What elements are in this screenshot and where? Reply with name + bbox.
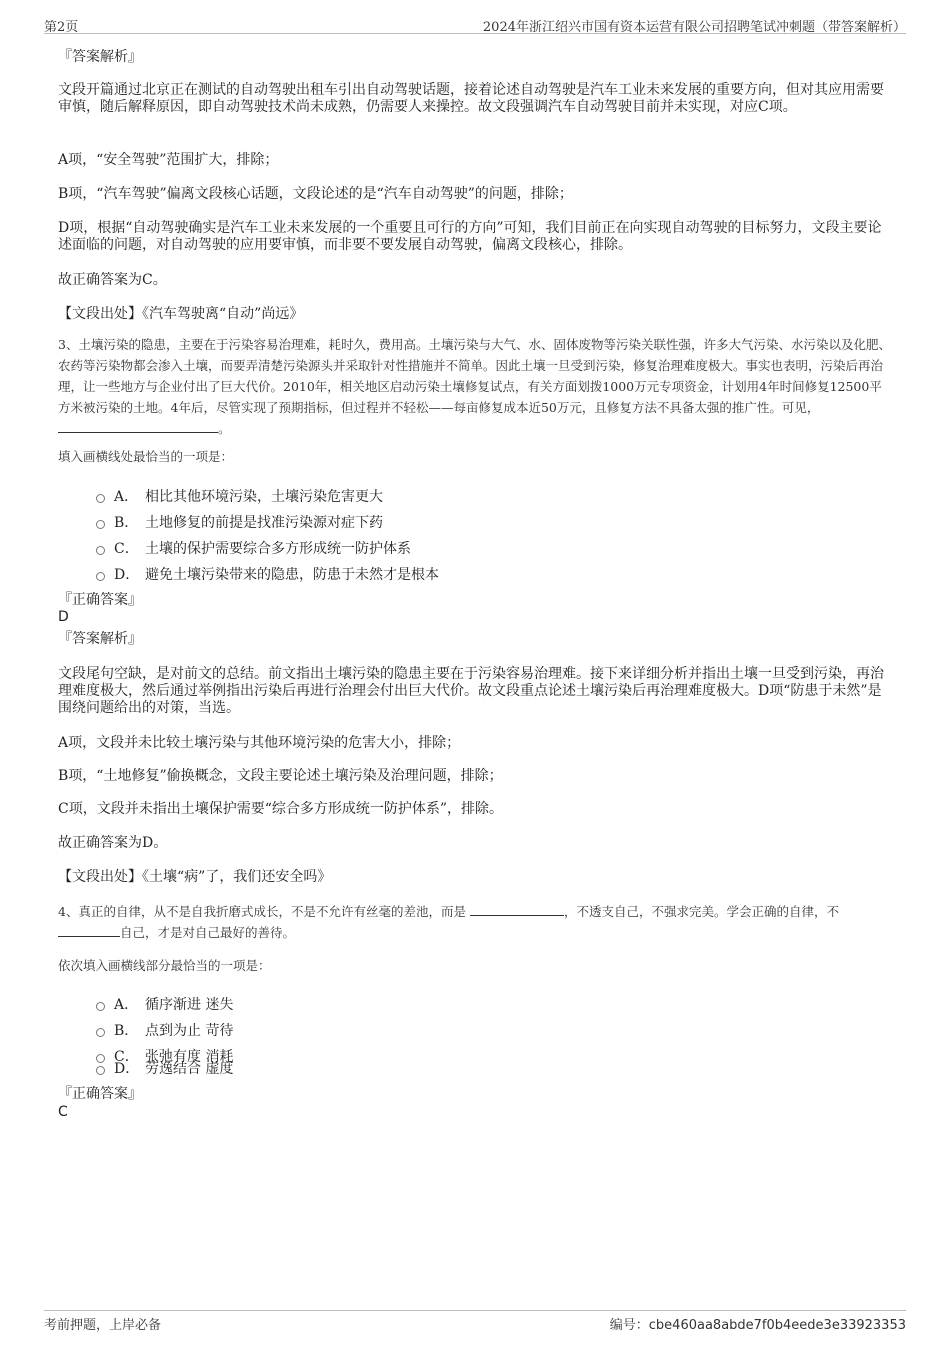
q3-source: 【文段出处】《土壤“病”了，我们还安全吗》 [58, 869, 332, 885]
q3-analysis-heading: 『答案解析』 [58, 631, 142, 647]
radio-icon[interactable] [96, 494, 105, 503]
option-text: 张弛有度 消耗 [145, 1049, 234, 1065]
option-letter: A． [114, 997, 139, 1013]
footer-slogan: 考前押题，上岸必备 [44, 1318, 162, 1333]
q3-analysis-option-b: B项，“土地修复”偷换概念，文段主要论述土壤污染及治理问题，排除； [58, 768, 503, 784]
q4-correct-heading: 『正确答案』 [58, 1086, 142, 1102]
q3-stem-end: 。 [218, 421, 231, 436]
radio-icon[interactable] [96, 520, 105, 529]
q3-option-a[interactable] [96, 486, 383, 506]
q3-analysis-paragraph: 文段尾句空缺，是对前文的总结。前文指出土壤污染的隐患主要在于污染容易治理难。接下来详细分析并指出土壤一旦受到污染，再治理难度极大，然后通过举例指出污染后再进行治理会付出巨大代价。故文段重点论述土壤污染后再治理难度极大。D项“防患于未然”是围绕问题给出的对策，当选。 [58, 666, 884, 716]
radio-icon[interactable] [96, 1066, 105, 1075]
q4-option-a[interactable] [96, 994, 233, 1014]
radio-icon[interactable] [96, 1028, 105, 1037]
q2-analysis-option-a: A项，“安全驾驶”范围扩大，排除； [58, 152, 279, 168]
page-number: 第2页 [44, 20, 79, 35]
q2-source: 【文段出处】《汽车驾驶离“自动”尚远》 [58, 306, 304, 322]
q3-answer-blank [58, 420, 218, 433]
option-text: 劳逸结合 虚度 [145, 1061, 234, 1077]
radio-icon[interactable] [96, 546, 105, 555]
option-text: 循序渐进 迷失 [145, 997, 234, 1013]
footer-code-label: 编号： [609, 1318, 649, 1333]
q3-option-b[interactable] [96, 512, 383, 532]
option-letter: A． [114, 489, 139, 505]
q3-analysis-option-a: A项，文段并未比较土壤污染与其他环境污染的危害大小，排除； [58, 735, 461, 751]
q4-option-d[interactable] [96, 1058, 233, 1078]
option-text: 土地修复的前提是找准污染源对症下药 [145, 515, 383, 531]
q4-prompt: 依次填入画横线部分最恰当的一项是： [58, 958, 271, 973]
document-title: 2024年浙江绍兴市国有资本运营有限公司招聘笔试冲刺题（带答案解析） [482, 20, 906, 35]
q4-stem-part2: ，不透支自己，不强求完美。学会正确的自律，不 [563, 904, 839, 919]
option-text: 避免土壤污染带来的隐患，防患于未然才是根本 [145, 567, 439, 583]
q3-option-d[interactable] [96, 564, 439, 584]
option-letter: C． [114, 541, 139, 557]
q4-stem [58, 901, 894, 943]
q3-analysis-option-c: C项，文段并未指出土壤保护需要“综合多方形成统一防护体系”，排除。 [58, 801, 504, 817]
q4-blank-1 [470, 903, 564, 916]
q3-stem-text: 3、土壤污染的隐患，主要在于污染容易治理难，耗时久，费用高。土壤污染与大气、水、固体废物等污染关联性强，许多大气污染、水污染以及化肥、农药等污染物都会渗入土壤，而要弄清楚污染源头并采取针对性措施并不简单。因此土壤一旦受到污染，修复治理难度极大。事实也表明，污染后再治理，让一些地方与企业付出了巨大代价。2010年，相关地区启动污染土壤修复试点，有关方面划拨1000万元专项资金，计划用4年时间修复12500平方米被污染的土地。4年后，尽管实现了预期指标，但过程并不轻松——每亩修复成本近50万元，且修复方法不具备太强的推广性。可见， [58, 337, 891, 415]
option-letter: C． [114, 1049, 139, 1065]
q4-stem-part1: 4、真正的自律，从不是自我折磨式成长，不是不允许有丝毫的差池，而是 [58, 904, 466, 919]
header-divider [44, 33, 906, 34]
footer-code-value: cbe460aa8abde7f0b4eede3e33923353 [648, 1318, 906, 1333]
q4-stem-part3: 自己，才是对自己最好的善待。 [120, 925, 296, 940]
q4-option-b[interactable] [96, 1020, 233, 1040]
q2-conclusion: 故正确答案为C。 [58, 272, 167, 288]
q3-prompt: 填入画横线处最恰当的一项是： [58, 449, 234, 464]
q3-stem [58, 334, 894, 439]
q2-analysis-option-d: D项，根据“自动驾驶确实是汽车工业未来发展的一个重要且可行的方向”可知，我们目前正在向实现自动驾驶的目标努力，文段主要论述面临的问题，对自动驾驶的应用要审慎，而非要不要发展自动驾驶，偏离文段核心，排除。 [58, 220, 882, 253]
q3-correct-answer: D [58, 609, 69, 625]
q2-analysis-heading: 『答案解析』 [58, 49, 142, 65]
q4-correct-answer: C [58, 1104, 68, 1120]
q2-analysis-paragraph: 文段开篇通过北京正在测试的自动驾驶出租车引出自动驾驶话题，接着论述自动驾驶是汽车工业未来发展的重要方向，但对其应用需要审慎，随后解释原因，即自动驾驶技术尚未成熟，仍需要人来操控。故文段强调汽车自动驾驶目前并未实现，对应C项。 [58, 82, 884, 115]
radio-icon[interactable] [96, 572, 105, 581]
option-letter: D． [114, 567, 140, 583]
q3-correct-heading: 『正确答案』 [58, 592, 142, 608]
q2-analysis-option-b: B项，“汽车驾驶”偏离文段核心话题，文段论述的是“汽车自动驾驶”的问题，排除； [58, 186, 573, 202]
option-letter: B． [114, 515, 139, 531]
option-letter: B． [114, 1023, 139, 1039]
footer-code [610, 1314, 906, 1333]
footer-divider [44, 1310, 906, 1311]
option-letter: D． [114, 1061, 140, 1077]
option-text: 土壤的保护需要综合多方形成统一防护体系 [145, 541, 411, 557]
option-text: 相比其他环境污染，土壤污染危害更大 [145, 489, 383, 505]
q3-option-c[interactable] [96, 538, 411, 558]
q3-conclusion: 故正确答案为D。 [58, 835, 168, 851]
option-text: 点到为止 苛待 [145, 1023, 234, 1039]
q4-blank-2 [58, 924, 120, 937]
radio-icon[interactable] [96, 1002, 105, 1011]
